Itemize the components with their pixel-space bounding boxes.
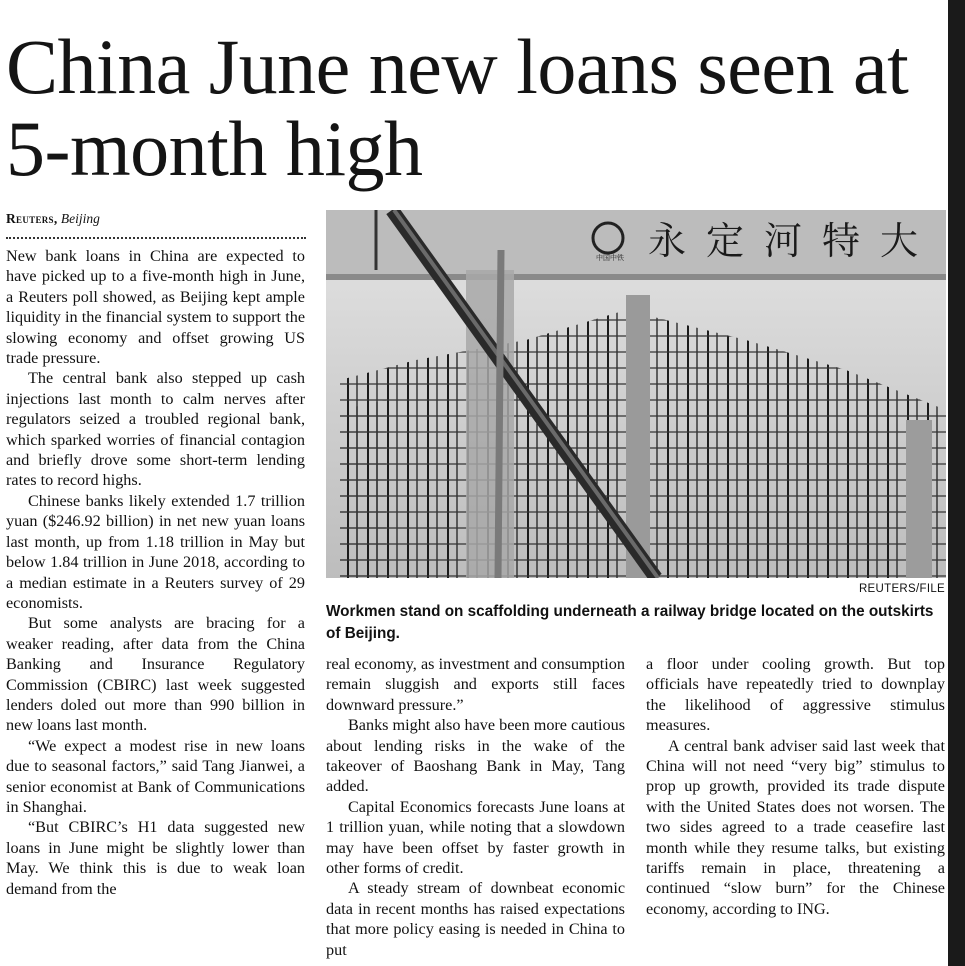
page-edge-bar [948,0,965,966]
bridge-sign-text: 永定河特大 [648,219,939,263]
sign-logo-text: 中国中铁 [596,254,624,262]
scaffolding-photo [326,210,946,578]
paragraph: Banks might also have been more cautious about lending risks in the wake of the takeover of Baoshang Bank in May, Tang added. [326,716,625,796]
photo-caption: Workmen stand on scaffolding underneath a railway bridge located on the outskirts of Beijing. [326,603,934,642]
byline [6,211,100,227]
paragraph: “But CBIRC’s H1 data suggested new loans in June might be slightly lower than May. We think this is due to weak loan demand from the [6,818,305,898]
article-column-3 [646,654,945,919]
paragraph: “We expect a modest rise in new loans due to seasonal factors,” said Tang Jianwei, a senior economist at Bank of Communications in Shanghai. [6,736,305,816]
photo-credit: REUTERS/FILE [858,583,945,595]
paragraph: But some analysts are bracing for a weaker reading, after data from the China Banking and Insurance Regulatory Commission (CBIRC) last week suggested lenders doled out more than 990 billion in new loans last month. [6,614,305,735]
byline-place: Beijing [60,211,100,226]
article-column-1 [6,246,305,899]
news-photo [326,210,946,578]
paragraph: Capital Economics forecasts June loans at 1 trillion yuan, while noting that a slowdown may have been offset by faster growth in other forms of credit. [326,797,625,878]
paragraph: A steady stream of downbeat economic data in recent months has raised expectations that more policy easing is needed in China to put [326,879,625,959]
paragraph: New bank loans in China are expected to have picked up to a five-month high in June, a Reuters poll showed, as Beijing kept ample liquidity in the financial system to support the slowing economy and offset growing US trade pressure. [6,247,305,368]
paragraph: A central bank adviser said last week that China will not need “very big” stimulus to prop up growth, provided its trade dispute with the United States does not worsen. The two sides agreed to a trade ceasefire last month while they resume talks, but existing tariffs remain in place, threatening a continued “slow burn” for the Chinese economy, according to ING. [646,736,945,918]
dotted-rule [6,237,306,239]
paragraph: a floor under cooling growth. But top officials have repeatedly tried to downplay the likelihood of aggressive stimulus measures. [646,655,945,735]
headline: China June new loans seen at 5-month high [6,23,909,192]
paragraph: real economy, as investment and consumption remain sluggish and exports still faces downward pressure.” [326,655,625,714]
paragraph: Chinese banks likely extended 1.7 trillion yuan ($246.92 billion) in net new yuan loans last month, up from 1.18 trillion in May but below 1.84 trillion in June 2018, according to a median estimate in a Reuters survey of 29 economists. [6,491,305,612]
paragraph: The central bank also stepped up cash injections last month to calm nerves after regulators seized a troubled regional bank, which sparked worries of financial contagion and briefly drove some short-term lending rates to record highs. [6,369,305,490]
byline-agency: Reuters, [6,211,58,226]
article-column-2 [326,654,625,960]
